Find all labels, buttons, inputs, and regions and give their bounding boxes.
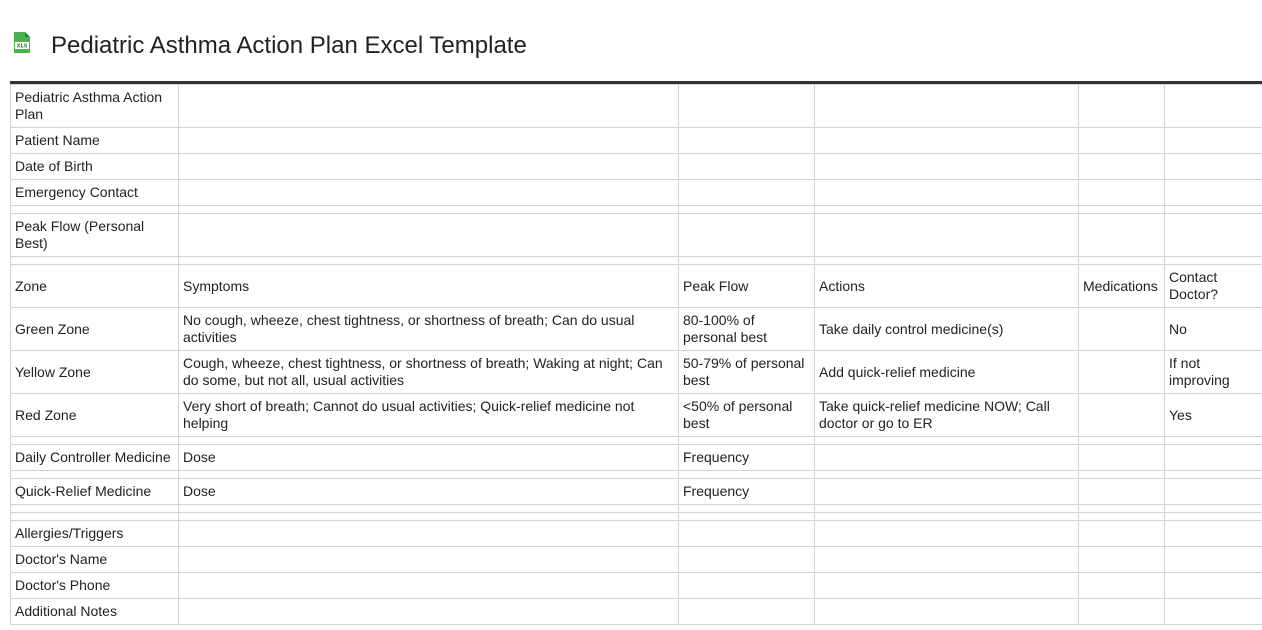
spreadsheet-table xyxy=(10,84,1262,625)
table-cell[interactable]: Daily Controller Medicine xyxy=(11,445,179,471)
table-row xyxy=(11,351,1262,394)
table-cell[interactable] xyxy=(815,547,1079,573)
table-cell[interactable] xyxy=(11,437,179,445)
table-cell[interactable] xyxy=(679,471,815,479)
table-row xyxy=(11,128,1262,154)
table-cell[interactable]: No cough, wheeze, chest tightness, or shortness of breath; Can do usual activities xyxy=(179,308,679,351)
table-cell[interactable]: Yellow Zone xyxy=(11,351,179,394)
table-cell[interactable]: Yes xyxy=(1165,394,1262,437)
table-cell[interactable]: Pediatric Asthma Action Plan xyxy=(11,85,179,128)
table-cell[interactable]: Cough, wheeze, chest tightness, or shortness of breath; Waking at night; Can do some, but not all, usual activities xyxy=(179,351,679,394)
table-row xyxy=(11,505,1262,513)
table-cell[interactable] xyxy=(1165,547,1262,573)
table-cell[interactable] xyxy=(1165,479,1262,505)
table-cell[interactable]: Doctor's Name xyxy=(11,547,179,573)
table-cell[interactable] xyxy=(11,505,179,513)
table-cell[interactable]: 50-79% of personal best xyxy=(679,351,815,394)
table-cell[interactable] xyxy=(815,479,1079,505)
table-cell[interactable] xyxy=(179,180,679,206)
table-cell[interactable] xyxy=(1079,214,1165,257)
table-cell[interactable] xyxy=(179,521,679,547)
table-cell[interactable]: Red Zone xyxy=(11,394,179,437)
table-cell[interactable] xyxy=(1079,547,1165,573)
table-cell[interactable] xyxy=(815,180,1079,206)
table-row xyxy=(11,257,1262,265)
table-cell[interactable] xyxy=(1165,445,1262,471)
table-cell[interactable] xyxy=(1079,85,1165,128)
table-cell[interactable] xyxy=(815,513,1079,521)
table-cell[interactable]: If not improving xyxy=(1165,351,1262,394)
table-cell[interactable]: Peak Flow (Personal Best) xyxy=(11,214,179,257)
table-cell[interactable] xyxy=(1165,128,1262,154)
table-row xyxy=(11,265,1262,308)
table-cell[interactable] xyxy=(815,521,1079,547)
table-cell[interactable] xyxy=(815,445,1079,471)
table-cell[interactable] xyxy=(1165,599,1262,625)
table-cell[interactable] xyxy=(179,437,679,445)
table-cell[interactable] xyxy=(679,206,815,214)
table-cell[interactable] xyxy=(1079,521,1165,547)
table-cell[interactable] xyxy=(1079,180,1165,206)
table-cell[interactable] xyxy=(1165,471,1262,479)
table-cell[interactable] xyxy=(679,573,815,599)
table-cell[interactable]: Take quick-relief medicine NOW; Call doctor or go to ER xyxy=(815,394,1079,437)
table-cell[interactable]: Symptoms xyxy=(179,265,679,308)
table-cell[interactable]: No xyxy=(1165,308,1262,351)
table-row xyxy=(11,308,1262,351)
table-cell[interactable] xyxy=(179,214,679,257)
table-cell[interactable] xyxy=(11,471,179,479)
table-cell[interactable] xyxy=(679,154,815,180)
table-cell[interactable]: Take daily control medicine(s) xyxy=(815,308,1079,351)
table-cell[interactable] xyxy=(179,85,679,128)
table-cell[interactable] xyxy=(179,257,679,265)
table-row xyxy=(11,394,1262,437)
table-row xyxy=(11,471,1262,479)
table-cell[interactable]: Frequency xyxy=(679,479,815,505)
table-row xyxy=(11,85,1262,128)
table-cell[interactable] xyxy=(179,154,679,180)
table-cell[interactable] xyxy=(1165,85,1262,128)
table-cell[interactable] xyxy=(1165,154,1262,180)
table-cell[interactable] xyxy=(1165,214,1262,257)
table-cell[interactable]: Additional Notes xyxy=(11,599,179,625)
table-cell[interactable] xyxy=(815,206,1079,214)
table-row xyxy=(11,206,1262,214)
table-row xyxy=(11,513,1262,521)
table-cell[interactable] xyxy=(1079,479,1165,505)
table-cell[interactable] xyxy=(1165,257,1262,265)
table-cell[interactable] xyxy=(1079,128,1165,154)
table-cell[interactable] xyxy=(679,257,815,265)
table-cell[interactable]: Emergency Contact xyxy=(11,180,179,206)
table-cell[interactable] xyxy=(1079,206,1165,214)
table-cell[interactable] xyxy=(179,599,679,625)
table-cell[interactable] xyxy=(179,547,679,573)
table-cell[interactable]: 80-100% of personal best xyxy=(679,308,815,351)
table-cell[interactable] xyxy=(1165,180,1262,206)
table-cell[interactable] xyxy=(179,471,679,479)
table-cell[interactable] xyxy=(1165,573,1262,599)
table-row xyxy=(11,521,1262,547)
xls-file-icon xyxy=(13,32,31,54)
table-cell[interactable]: Actions xyxy=(815,265,1079,308)
table-cell[interactable] xyxy=(815,573,1079,599)
table-cell[interactable] xyxy=(11,513,179,521)
table-cell[interactable]: Green Zone xyxy=(11,308,179,351)
table-row xyxy=(11,154,1262,180)
table-cell[interactable]: Dose xyxy=(179,445,679,471)
table-cell[interactable] xyxy=(1079,505,1165,513)
table-row xyxy=(11,437,1262,445)
table-cell[interactable]: Dose xyxy=(179,479,679,505)
table-cell[interactable] xyxy=(1165,513,1262,521)
table-cell[interactable] xyxy=(1079,351,1165,394)
table-cell[interactable] xyxy=(1079,257,1165,265)
table-cell[interactable]: Quick-Relief Medicine xyxy=(11,479,179,505)
table-cell[interactable] xyxy=(815,257,1079,265)
page-title: Pediatric Asthma Action Plan Excel Template xyxy=(51,32,527,59)
table-cell[interactable] xyxy=(815,505,1079,513)
table-cell[interactable] xyxy=(815,214,1079,257)
table-cell[interactable] xyxy=(1165,521,1262,547)
table-cell[interactable]: Peak Flow xyxy=(679,265,815,308)
table-cell[interactable] xyxy=(179,513,679,521)
table-cell[interactable] xyxy=(679,547,815,573)
table-cell[interactable] xyxy=(1165,505,1262,513)
table-cell[interactable] xyxy=(11,206,179,214)
table-cell[interactable] xyxy=(1079,513,1165,521)
table-cell[interactable] xyxy=(11,257,179,265)
table-cell[interactable]: Allergies/Triggers xyxy=(11,521,179,547)
table-row xyxy=(11,547,1262,573)
table-cell[interactable] xyxy=(815,154,1079,180)
table-cell[interactable] xyxy=(815,471,1079,479)
table-cell[interactable] xyxy=(815,128,1079,154)
table-cell[interactable]: Date of Birth xyxy=(11,154,179,180)
table-row xyxy=(11,599,1262,625)
table-row xyxy=(11,479,1262,505)
table-row xyxy=(11,180,1262,206)
table-cell[interactable] xyxy=(679,180,815,206)
table-cell[interactable] xyxy=(679,85,815,128)
table-cell[interactable] xyxy=(1165,437,1262,445)
table-cell[interactable]: Patient Name xyxy=(11,128,179,154)
table-cell[interactable] xyxy=(1079,471,1165,479)
table-cell[interactable]: Add quick-relief medicine xyxy=(815,351,1079,394)
table-cell[interactable] xyxy=(679,214,815,257)
svg-text:XLS: XLS xyxy=(16,43,28,50)
page-header xyxy=(0,0,1262,80)
table-cell[interactable] xyxy=(179,206,679,214)
table-row xyxy=(11,445,1262,471)
table-cell[interactable] xyxy=(1079,573,1165,599)
table-row xyxy=(11,214,1262,257)
table-cell[interactable] xyxy=(179,128,679,154)
table-cell[interactable] xyxy=(1079,308,1165,351)
table-cell[interactable]: Doctor's Phone xyxy=(11,573,179,599)
table-cell[interactable] xyxy=(179,505,679,513)
table-cell[interactable] xyxy=(815,599,1079,625)
table-cell[interactable]: Very short of breath; Cannot do usual activities; Quick-relief medicine not helping xyxy=(179,394,679,437)
table-cell[interactable]: Contact Doctor? xyxy=(1165,265,1262,308)
table-cell[interactable] xyxy=(679,513,815,521)
table-cell[interactable] xyxy=(1079,599,1165,625)
table-cell[interactable] xyxy=(815,85,1079,128)
table-cell[interactable] xyxy=(679,128,815,154)
table-cell[interactable] xyxy=(1165,206,1262,214)
table-cell[interactable] xyxy=(679,505,815,513)
table-cell[interactable] xyxy=(679,521,815,547)
table-cell[interactable] xyxy=(1079,437,1165,445)
table-cell[interactable] xyxy=(679,599,815,625)
table-cell[interactable]: Frequency xyxy=(679,445,815,471)
table-cell[interactable]: <50% of personal best xyxy=(679,394,815,437)
table-cell[interactable] xyxy=(679,437,815,445)
table-cell[interactable] xyxy=(179,573,679,599)
table-cell[interactable] xyxy=(1079,154,1165,180)
table-cell[interactable] xyxy=(1079,445,1165,471)
table-cell[interactable]: Medications xyxy=(1079,265,1165,308)
table-cell[interactable] xyxy=(815,437,1079,445)
table-row xyxy=(11,573,1262,599)
table-cell[interactable]: Zone xyxy=(11,265,179,308)
table-cell[interactable] xyxy=(1079,394,1165,437)
